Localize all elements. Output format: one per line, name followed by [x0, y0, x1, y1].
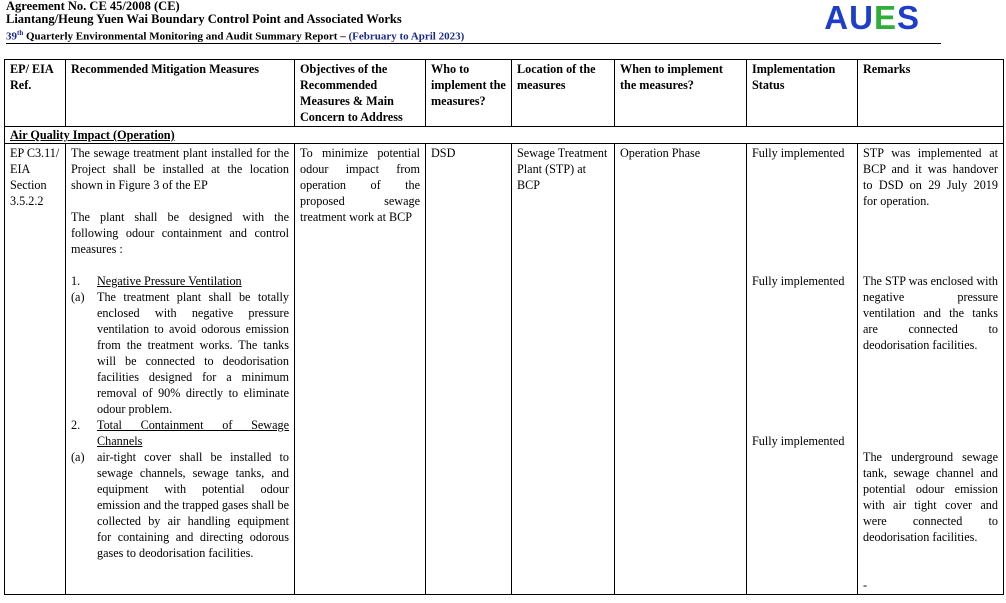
logo-letter-a: A: [824, 0, 850, 36]
measure-item-2a: (a) air-tight cover shall be installed to sewage channels, sewage tanks, and equipment with potential odour emission and the trapped gases shall be collected by air handling equipment for containing and directing odorous gases to deodorisation facilities.: [71, 450, 289, 560]
logo-letter-e: E: [873, 0, 897, 36]
mitigation-table: [4, 59, 1004, 595]
section-row: [5, 127, 1004, 144]
col-who: Who to implement the measures?: [426, 60, 512, 127]
table-header-row: [5, 60, 1004, 127]
cell-ref: EP C3.11/ EIA Section 3.5.2.2: [5, 144, 66, 595]
status-2: Fully implemented: [752, 274, 845, 288]
logo-letter-u: U: [849, 0, 874, 36]
measure-item-2: 2. Total Containment of Sewage Channels: [71, 418, 289, 448]
col-measures: Recommended Mitigation Measures: [66, 60, 295, 127]
logo-letter-s: S: [896, 0, 920, 36]
remark-3: The underground sewage tank, sewage channel and potential odour emission with air tight cover and were connected to deodorisation facilities.: [863, 450, 998, 544]
cell-measures: [66, 144, 295, 595]
cell-objective: To minimize potential odour impact from operation of the proposed sewage treatment work at BCP: [295, 144, 426, 595]
measure-intro-2: The plant shall be designed with the following odour containment and control measures :: [71, 210, 289, 256]
cell-remarks: [858, 144, 1004, 595]
col-location: Location of the measures: [512, 60, 615, 127]
col-when: When to implement the measures?: [615, 60, 747, 127]
cell-who: DSD: [426, 144, 512, 595]
aues-logo: [824, 0, 920, 36]
status-1: Fully implemented: [752, 146, 845, 160]
agreement-number: Agreement No. CE 45/2008 (CE): [6, 0, 180, 13]
cell-location: Sewage Treatment Plant (STP) at BCP: [512, 144, 615, 595]
remark-2: The STP was enclosed with negative pressure ventilation and the tanks are connected to deodorisation facilities.: [863, 274, 998, 352]
cell-when: Operation Phase: [615, 144, 747, 595]
measure-item-1a: (a) The treatment plant shall be totally enclosed with negative pressure ventilation to avoid odorous emission from the treatment works. The tanks will be connected to deodorisation facilities designed for a minimum removal of 90% directly to eliminate odour problem.: [71, 290, 289, 416]
cell-status: [747, 144, 858, 595]
header-divider: [6, 43, 941, 44]
col-status: Implementation Status: [747, 60, 858, 127]
col-remarks: Remarks: [858, 60, 1004, 127]
table-row: [5, 144, 1004, 595]
remark-4: -: [863, 578, 868, 592]
project-title: Liantang/Heung Yuen Wai Boundary Control Point and Associated Works: [6, 12, 402, 26]
section-title: Air Quality Impact (Operation): [5, 127, 1004, 144]
col-ref: EP/ EIA Ref.: [5, 60, 66, 127]
measure-item-1: 1. Negative Pressure Ventilation: [71, 274, 242, 288]
col-objectives: Objectives of the Recommended Measures & Main Concern to Address: [295, 60, 426, 127]
report-header: [6, 0, 946, 44]
remark-1: STP was implemented at BCP and it was handover to DSD on 29 July 2019 for operation.: [863, 146, 998, 208]
report-title: 39th Quarterly Environmental Monitoring and Audit Summary Report – (February to April 2023): [6, 29, 465, 43]
status-3: Fully implemented: [752, 434, 845, 448]
measure-intro-1: The sewage treatment plant installed for the Project shall be installed at the location shown in Figure 3 of the EP: [71, 146, 289, 192]
